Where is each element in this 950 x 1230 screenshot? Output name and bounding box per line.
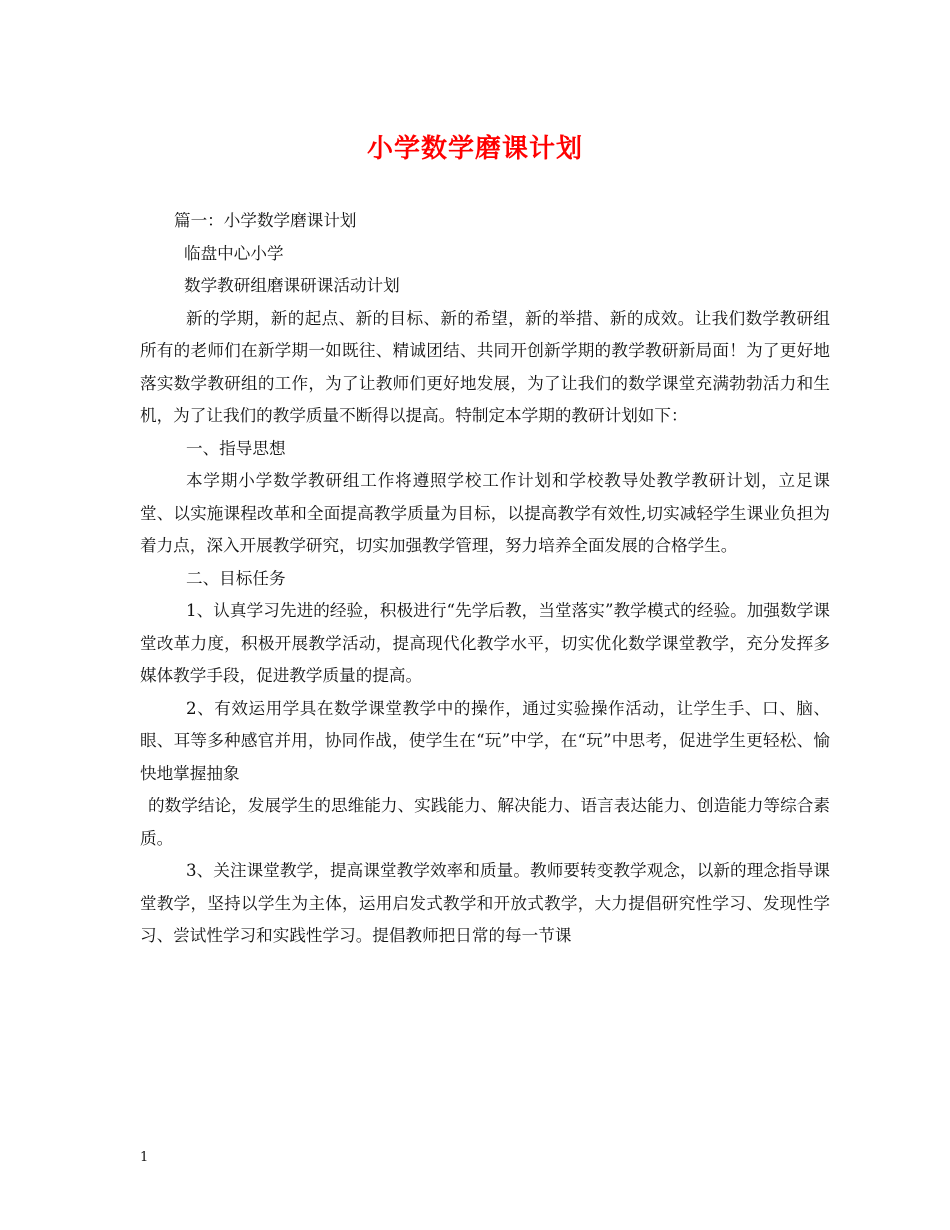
intro-paragraph: 新的学期，新的起点、新的目标、新的希望，新的举措、新的成效。让我们数学教研组所有的老师们在新学期一如既往、精诚团结、共同开创新学期的教学教研新局面！为了更好地落实数学教研组的工作，为了让教师们更好地发展，为了让我们的数学课堂充满勃勃活力和生机，为了让我们的教学质量不断得以提高。特制定本学期的教研计划如下： (140, 308, 830, 425)
goal-item-2-continued: 的数学结论，发展学生的思维能力、实践能力、解决能力、语言表达能力、创造能力等综合素质。 (140, 796, 830, 848)
heading-guiding-ideas: 一、指导思想 (186, 438, 286, 458)
heading-goals: 二、目标任务 (186, 568, 286, 588)
document-body (140, 205, 830, 953)
school-name: 临盘中心小学 (184, 243, 284, 263)
goal-item-3: 3、关注课堂教学，提高课堂教学效率和质量。教师要转变教学观念，以新的理念指导课堂教学，坚持以学生为主体，运用启发式教学和开放式教学，大力提倡研究性学习、发现性学习、尝试性学习和实践性学习。提倡教师把日常的每一节课 (140, 861, 830, 945)
goal-item-2: 2、有效运用学具在数学课堂教学中的操作，通过实验操作活动，让学生手、口、脑、眼、耳等多种感官并用，协同作战，使学生在“玩”中学，在“玩”中思考，促进学生更轻松、愉快地掌握抽象 (140, 698, 830, 783)
goal-item-1: 1、认真学习先进的经验，积极进行“先学后教，当堂落实”教学模式的经验。加强数学课堂改革力度，积极开展教学活动，提高现代化教学水平，切实优化数学课堂教学，充分发挥多媒体教学手段，促进教学质量的提高。 (140, 601, 830, 685)
section-heading: 篇一：小学数学磨课计划 (174, 211, 357, 230)
document-title: 小学数学磨课计划 (366, 134, 583, 164)
page-number: 1 (140, 1150, 149, 1165)
guiding-ideas-paragraph: 本学期小学数学教研组工作将遵照学校工作计划和学校教导处教学教研计划，立足课堂、以实施课程改革和全面提高教学质量为目标，以提高教学有效性,切实减轻学生课业负担为着力点，深入开展教学研究，切实加强教学管理，努力培养全面发展的合格学生。 (140, 471, 830, 555)
plan-subtitle: 数学教研组磨课研课活动计划 (184, 276, 400, 295)
